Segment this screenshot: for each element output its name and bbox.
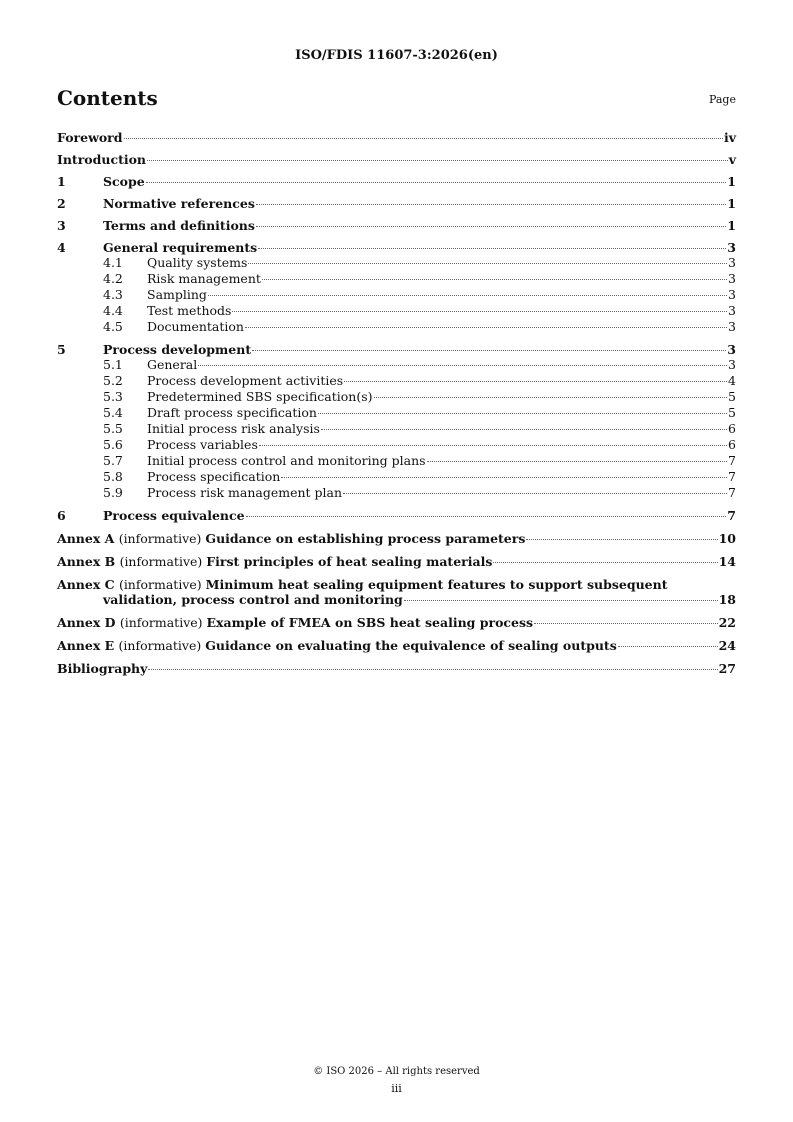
entry-number: 1 <box>57 174 66 189</box>
entry-title: Terms and definitions <box>103 218 255 233</box>
dot-leader <box>198 365 727 366</box>
entry-number: 4.4 <box>103 303 123 318</box>
entry-title: General requirements <box>103 240 258 255</box>
toc-subentry[interactable] <box>57 319 736 335</box>
dot-leader <box>232 311 727 312</box>
dot-leader <box>259 445 727 446</box>
dot-leader <box>148 669 717 670</box>
entry-page-number: v <box>728 152 736 167</box>
dot-leader <box>374 397 728 398</box>
entry-page-number: 3 <box>728 271 736 286</box>
entry-page-number: 3 <box>728 255 736 270</box>
annex-label: Annex B <box>57 554 120 569</box>
entry-page-number: 24 <box>718 638 736 653</box>
entry-page-number: 1 <box>727 174 736 189</box>
annex-title: Guidance on establishing process parameters <box>205 531 526 546</box>
entry-title: Initial process control and monitoring plans <box>147 453 426 468</box>
annex-line-2 <box>57 592 736 607</box>
toc-subentry[interactable] <box>57 271 736 287</box>
entry-title: Quality systems <box>147 255 248 270</box>
entry-number: 5 <box>57 342 66 357</box>
toc-subentry[interactable] <box>57 421 736 437</box>
annex-label: Annex C <box>57 577 119 592</box>
dot-leader <box>404 600 718 601</box>
annex-line-1 <box>57 577 736 592</box>
entry-title: Process development <box>103 342 252 357</box>
title-row <box>57 86 736 112</box>
toc-subentry[interactable] <box>57 287 736 303</box>
annex-entry[interactable] <box>57 615 736 630</box>
entry-number: 4.1 <box>103 255 123 270</box>
dot-leader <box>493 562 717 563</box>
entry-number: 2 <box>57 196 66 211</box>
annex-entry[interactable] <box>57 554 736 569</box>
entry-title: Bibliography <box>57 661 148 676</box>
entry-page-number: 3 <box>728 319 736 334</box>
dot-leader <box>208 295 727 296</box>
toc-entry[interactable] <box>57 152 736 167</box>
dot-leader <box>618 646 718 647</box>
annex-heading <box>57 638 617 653</box>
entry-number: 5.8 <box>103 469 123 484</box>
annex-title: Minimum heat sealing equipment features to support subsequent <box>205 577 668 592</box>
entry-page-number: 3 <box>728 303 736 318</box>
entry-page-number: 7 <box>728 453 736 468</box>
dot-leader <box>321 429 727 430</box>
entry-page-number: 3 <box>727 240 736 255</box>
entry-title: Draft process specification <box>147 405 317 420</box>
toc-entry[interactable] <box>57 342 736 357</box>
entry-page-number: 5 <box>728 389 736 404</box>
dot-leader <box>256 226 726 227</box>
toc-subentry[interactable] <box>57 485 736 501</box>
entry-number: 5.3 <box>103 389 123 404</box>
dot-leader <box>246 516 727 517</box>
entry-page-number: 6 <box>728 437 736 452</box>
annex-label: Annex A <box>57 531 119 546</box>
toc-subentry[interactable] <box>57 357 736 373</box>
entry-title: Normative references <box>103 196 255 211</box>
toc-entry[interactable] <box>57 130 736 145</box>
dot-leader <box>258 248 726 249</box>
dot-leader <box>256 204 726 205</box>
dot-leader <box>281 477 727 478</box>
page-column-label: Page <box>708 93 736 106</box>
annex-entry[interactable] <box>57 531 736 546</box>
entry-number: 5.2 <box>103 373 123 388</box>
dot-leader <box>262 279 727 280</box>
toc-subentry[interactable] <box>57 469 736 485</box>
entry-page-number: 3 <box>727 342 736 357</box>
entry-title: Process equivalence <box>103 508 245 523</box>
copyright-footer: © ISO 2026 – All rights reserved <box>313 1066 480 1077</box>
entry-page-number: 3 <box>728 357 736 372</box>
toc-subentry[interactable] <box>57 389 736 405</box>
toc-subentry[interactable] <box>57 405 736 421</box>
annex-entry[interactable] <box>57 638 736 653</box>
entry-page-number: 5 <box>728 405 736 420</box>
entry-title: Process development activities <box>147 373 344 388</box>
toc-entry[interactable] <box>57 508 736 523</box>
dot-leader <box>318 413 727 414</box>
entry-title: Initial process risk analysis <box>147 421 320 436</box>
toc-subentry[interactable] <box>57 255 736 271</box>
annex-informative: (informative) <box>118 531 206 546</box>
entry-page-number: 7 <box>728 469 736 484</box>
entry-page-number: 10 <box>718 531 736 546</box>
annex-heading <box>57 554 492 569</box>
entry-title: Test methods <box>147 303 232 318</box>
toc-subentry[interactable] <box>57 303 736 319</box>
dot-leader <box>343 493 727 494</box>
entry-number: 6 <box>57 508 66 523</box>
entry-title: Process variables <box>147 437 258 452</box>
entry-number: 4.2 <box>103 271 123 286</box>
page-title: Contents <box>57 86 158 110</box>
annex-title: Guidance on evaluating the equivalence of sealing outputs <box>205 638 617 653</box>
table-of-contents <box>57 130 736 676</box>
entry-page-number: 18 <box>718 592 736 607</box>
entry-title: Documentation <box>147 319 244 334</box>
entry-page-number: 1 <box>727 196 736 211</box>
annex-heading <box>57 615 533 630</box>
annex-label: Annex D <box>57 615 120 630</box>
annex-title: First principles of heat sealing materials <box>206 554 493 569</box>
dot-leader <box>252 350 726 351</box>
toc-entry[interactable] <box>57 661 736 676</box>
toc-subentry[interactable] <box>57 373 736 389</box>
toc-entry[interactable] <box>57 196 736 211</box>
entry-number: 5.1 <box>103 357 123 372</box>
entry-number: 4.5 <box>103 319 123 334</box>
entry-title: Introduction <box>57 152 147 167</box>
entry-page-number: iv <box>723 130 736 145</box>
dot-leader <box>147 160 728 161</box>
page-number: iii <box>391 1082 402 1095</box>
entry-number: 5.9 <box>103 485 123 500</box>
entry-page-number: 4 <box>728 373 736 388</box>
toc-entry[interactable] <box>57 174 736 189</box>
entry-number: 5.4 <box>103 405 123 420</box>
annex-entry[interactable] <box>57 577 736 607</box>
entry-title: Predetermined SBS specification(s) <box>147 389 373 404</box>
dot-leader <box>248 263 727 264</box>
toc-entry[interactable] <box>57 240 736 255</box>
entry-number: 4 <box>57 240 66 255</box>
annex-informative: (informative) <box>118 638 206 653</box>
entry-title: Foreword <box>57 130 123 145</box>
annex-informative: (informative) <box>119 554 207 569</box>
annex-title-continued: validation, process control and monitoring <box>103 592 403 607</box>
toc-entry[interactable] <box>57 218 736 233</box>
entry-page-number: 22 <box>718 615 736 630</box>
entry-number: 5.7 <box>103 453 123 468</box>
entry-page-number: 7 <box>728 485 736 500</box>
entry-page-number: 6 <box>728 421 736 436</box>
dot-leader <box>526 539 717 540</box>
entry-title: General <box>147 357 198 372</box>
toc-subentry[interactable] <box>57 437 736 453</box>
dot-leader <box>245 327 727 328</box>
annex-title: Example of FMEA on SBS heat sealing process <box>206 615 534 630</box>
entry-title: Process risk management plan <box>147 485 343 500</box>
annex-informative: (informative) <box>118 577 206 592</box>
entry-title: Process specification <box>147 469 281 484</box>
toc-subentry[interactable] <box>57 453 736 469</box>
entry-page-number: 3 <box>728 287 736 302</box>
entry-title: Sampling <box>147 287 207 302</box>
document-header: ISO/FDIS 11607-3:2026(en) <box>295 48 498 63</box>
entry-page-number: 1 <box>727 218 736 233</box>
dot-leader <box>534 623 718 624</box>
entry-number: 5.5 <box>103 421 123 436</box>
entry-title: Scope <box>103 174 145 189</box>
annex-informative: (informative) <box>119 615 207 630</box>
dot-leader <box>344 381 727 382</box>
dot-leader <box>146 182 727 183</box>
entry-number: 3 <box>57 218 66 233</box>
entry-page-number: 14 <box>718 554 736 569</box>
annex-label: Annex E <box>57 638 119 653</box>
entry-title: Risk management <box>147 271 261 286</box>
entry-number: 5.6 <box>103 437 123 452</box>
dot-leader <box>427 461 727 462</box>
entry-page-number: 27 <box>718 661 736 676</box>
annex-heading <box>57 531 525 546</box>
entry-number: 4.3 <box>103 287 123 302</box>
entry-page-number: 7 <box>727 508 736 523</box>
dot-leader <box>124 138 723 139</box>
